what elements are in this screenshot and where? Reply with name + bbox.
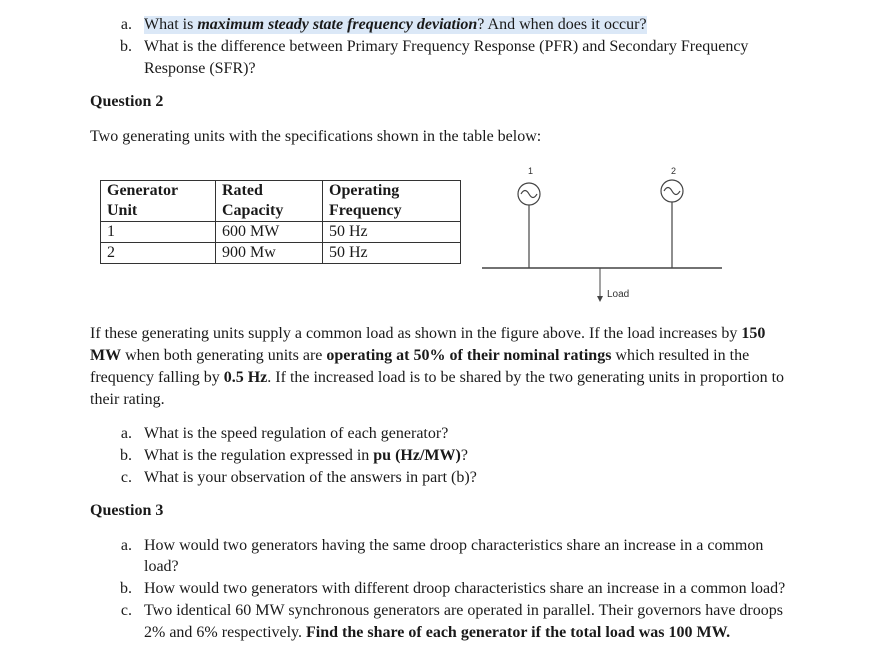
q2-para-line3: frequency falling by 0.5 Hz. If the increased load is to be shared by the two generating units in proportion to [90,369,785,386]
table-cell: 600 MW [216,222,323,243]
table-cell: 1 [101,222,216,243]
q2-para-line4: their rating. [90,391,165,408]
table-header-rated-capacity: Rated Capacity [216,181,323,222]
q3-item-c-label: c. [120,602,132,619]
q2-item-b-label: b. [120,447,132,464]
q3-item-c-line2: 2% and 6% respectively. Find the share of each generator if the total load was 100 MW. [144,624,731,641]
q2-item-c-text: What is your observation of the answers in part (b)? [144,469,477,486]
q2-item-c-label: c. [120,469,132,486]
table-cell: 2 [101,243,216,264]
table-row [101,222,461,243]
q1-item-b-line1: What is the difference between Primary Frequency Response (PFR) and Secondary Frequency [144,38,749,55]
q3-item-b-label: b. [120,580,132,597]
q1-item-a-label: a. [120,16,132,33]
generator-load-diagram [470,160,730,310]
q3-item-a-line1: How would two generators having the same droop characteristics share an increase in a common [144,537,764,554]
question-2-intro: Two generating units with the specifications shown in the table below: [90,128,542,145]
q2-para-line1: If these generating units supply a common load as shown in the figure above. If the load increases by 150 [90,325,766,342]
table-cell: 50 Hz [323,222,461,243]
q1-item-a-text: What is maximum steady state frequency deviation? And when does it occur? [144,16,647,33]
load-arrow-icon [597,296,603,302]
table-row [101,243,461,264]
generator-2-icon [661,180,683,268]
q2-para-line2: MW when both generating units are operating at 50% of their nominal ratings which resulted in the [90,347,750,364]
load-label: Load [607,289,630,300]
q1-item-b-line2: Response (SFR)? [144,60,256,77]
q3-item-b-line1: How would two generators with different droop characteristics share an increase in a common load? [144,580,786,597]
q3-item-a-label: a. [120,537,132,554]
q1-item-b-label: b. [120,38,132,55]
table-header-generator-unit: Generator Unit [101,181,216,222]
q2-item-a-text: What is the speed regulation of each generator? [144,425,449,442]
q3-item-a-line2: load? [144,558,179,575]
gen1-number: 1 [528,166,534,176]
q3-item-c-line1: Two identical 60 MW synchronous generators are operated in parallel. Their governors have droops [144,602,783,619]
generator-spec-table [100,180,461,264]
table-cell: 50 Hz [323,243,461,264]
gen2-number: 2 [671,166,677,176]
table-header-row [101,181,461,222]
question-2-heading: Question 2 [90,93,164,110]
q2-item-a-label: a. [120,425,132,442]
table-cell: 900 Mw [216,243,323,264]
generator-1-icon [518,183,540,268]
question-3-heading: Question 3 [90,502,164,519]
table-header-operating-frequency: Operating Frequency [323,181,461,222]
q2-item-b-text: What is the regulation expressed in pu (Hz/MW)? [144,447,468,464]
